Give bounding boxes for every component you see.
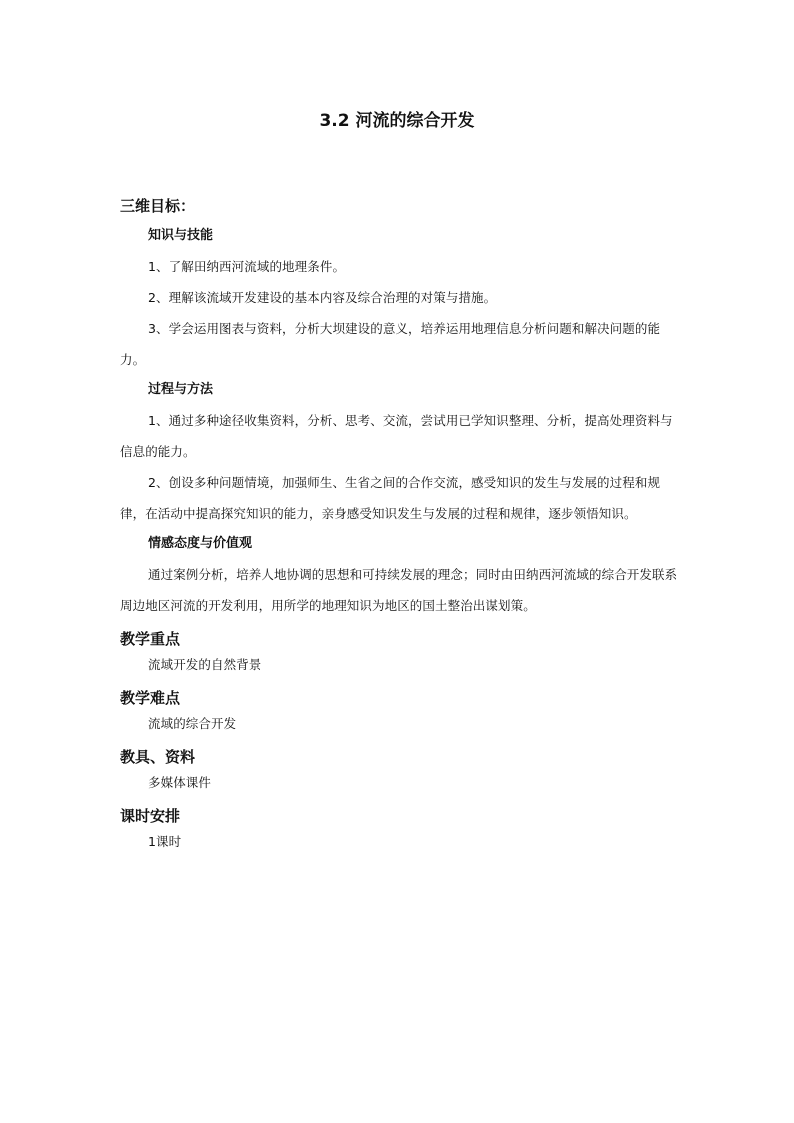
attitude-item: 通过案例分析，培养人地协调的思想和可持续发展的理念；同时由田纳西河流域的综合开发联系周边地区河流的开发利用，用所学的地理知识为地区的国土整治出谋划策。 bbox=[120, 567, 678, 613]
difficulty-text: 流域的综合开发 bbox=[148, 716, 237, 731]
knowledge-heading: 知识与技能 bbox=[148, 228, 214, 243]
materials-heading: 教具、资料 bbox=[120, 748, 196, 766]
knowledge-item: 2、理解该流域开发建设的基本内容及综合治理的对策与措施。 bbox=[148, 290, 497, 305]
document-title: 3.2 河流的综合开发 bbox=[319, 111, 475, 131]
document-body bbox=[120, 196, 680, 857]
difficulty-heading: 教学难点 bbox=[120, 689, 181, 707]
focus-text: 流域开发的自然背景 bbox=[148, 657, 262, 672]
schedule-text: 1课时 bbox=[148, 834, 182, 849]
focus-heading: 教学重点 bbox=[120, 630, 181, 648]
knowledge-item: 1、了解田纳西河流域的地理条件。 bbox=[148, 259, 346, 274]
process-heading: 过程与方法 bbox=[148, 382, 214, 397]
materials-text: 多媒体课件 bbox=[148, 775, 212, 790]
attitude-heading: 情感态度与价值观 bbox=[148, 536, 253, 551]
schedule-heading: 课时安排 bbox=[120, 807, 181, 825]
process-item: 2、创设多种问题情境，加强师生、生省之间的合作交流，感受知识的发生与发展的过程和规律，在活动中提高探究知识的能力，亲身感受知识发生与发展的过程和规律，逐步领悟知识。 bbox=[120, 475, 661, 521]
knowledge-item: 3、学会运用图表与资料，分析大坝建设的意义，培养运用地理信息分析问题和解决问题的能力。 bbox=[120, 321, 661, 367]
goals-heading: 三维目标： bbox=[120, 197, 196, 215]
process-item: 1、通过多种途径收集资料，分析、思考、交流，尝试用已学知识整理、分析，提高处理资料与信息的能力。 bbox=[120, 413, 673, 459]
